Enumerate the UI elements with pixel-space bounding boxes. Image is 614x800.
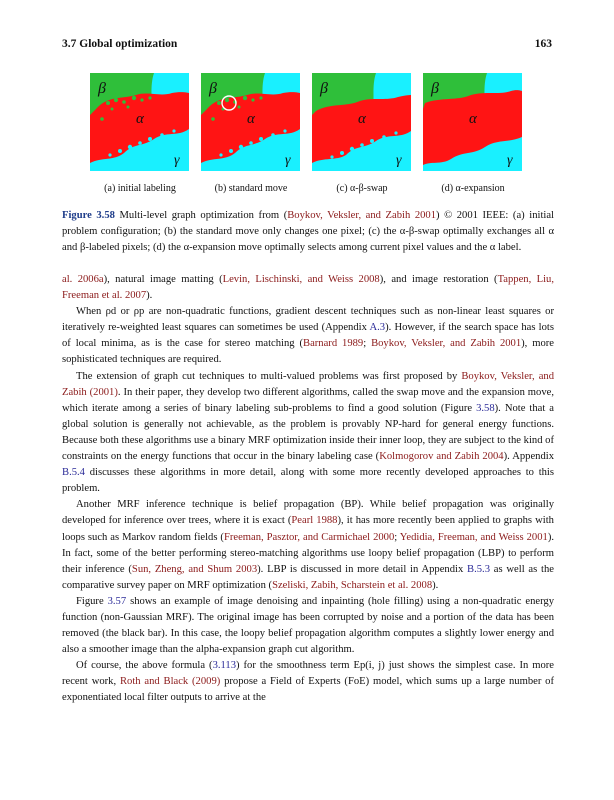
gamma-label: γ <box>396 153 402 168</box>
page-number: 163 <box>534 38 552 50</box>
beta-label: β <box>209 80 217 97</box>
text-run: ). Appendix <box>503 451 554 463</box>
citation-link[interactable]: Yedidia, Freeman, and Weiss 2001 <box>399 531 548 543</box>
labeling-image-a <box>90 73 189 171</box>
appendix-link[interactable]: B.5.3 <box>467 563 491 575</box>
gamma-label: γ <box>285 153 291 168</box>
caption-text: ) © 2001 IEEE: (a) initial problem configuration; (b) the standard move only changes one pixel; (c) the α-β-swap optimally exchanges all α and β-labeled pixels; (d) the α-expansion move optimally selects among current pixel values and the α label. <box>62 210 554 253</box>
gamma-label: γ <box>174 153 180 168</box>
text-run: Figure <box>76 595 108 607</box>
paragraph-6 <box>62 658 554 706</box>
text-run: ; <box>363 338 372 350</box>
appendix-link[interactable]: B.5.4 <box>62 467 85 479</box>
text-run: as well as the comparative survey paper on MRF optimization ( <box>62 563 554 591</box>
alpha-label: α <box>247 111 255 127</box>
text-run: ). Note that a global solution is generally not achievable, as the problem is provably NP-hard for general energy functions. Because both these algorithms use a binary MRF optimization inside their inner loop, they are subject to the kind of constraints on the energy functions that occur in the binary labeling case ( <box>62 402 554 463</box>
alpha-label: α <box>358 111 366 127</box>
subcaption-a: (a) initial labeling <box>104 183 176 194</box>
subcaption-b: (b) standard move <box>214 183 288 194</box>
text-run: When ρd or ρp are non-quadratic functions, gradient descent techniques such as non-linear least squares or iteratively re-weighted least squares can sometimes be used (Appendix <box>62 306 554 334</box>
alpha-label: α <box>469 111 477 127</box>
beta-label: β <box>98 80 106 97</box>
panel-alpha-beta-swap <box>312 73 411 171</box>
section-title: 3.7 Global optimization <box>62 38 178 50</box>
figure-link[interactable]: 3.58 <box>476 402 495 414</box>
figure-caption <box>62 208 554 256</box>
text-run: ). In fact, some of the better performing stereo-matching algorithms use loopy belief propagation (LBP) to perform their inference ( <box>62 531 554 575</box>
text-run: Another MRF inference technique is belief propagation (BP). While belief propagation was originally developed for inference over trees, where it is exact ( <box>62 499 554 527</box>
citation-link[interactable]: Sun, Zheng, and Shum 2003 <box>131 563 258 575</box>
text-run: ), natural image matting ( <box>103 274 223 285</box>
text-run: . In their paper, they develop two different algorithms, called the swap move and the expansion move, which iterate among a series of binary labeling sub-problems to find a good solution (Figure <box>62 386 554 414</box>
citation-link[interactable]: Kolmogorov and Zabih 2004 <box>379 451 504 463</box>
citation-link[interactable]: Boykov, Veksler, and Zabih 2001 <box>287 210 437 221</box>
text-run: propose a Field of Experts (FoE) model, which sums up a large number of exponentiated local filter outputs to arrive at the <box>62 676 554 704</box>
panel-initial-labeling <box>90 73 189 171</box>
text-run: ), and image restoration ( <box>379 274 498 285</box>
panel-standard-move <box>201 73 300 171</box>
text-run: ). LBP is discussed in more detail in Appendix <box>257 563 468 575</box>
text-run: shows an example of image denoising and inpainting (hole filling) using a non-quadratic energy function (non-Gaussian MRF). The original image has been corrupted by noise and a portion of the data has been removed (the black bar). In this case, the loopy belief propagation algorithm computes a slightly lower energy and also a smoother image than the alpha-expansion graph cut algorithm. <box>62 595 554 656</box>
figure-link[interactable]: 3.57 <box>107 595 127 607</box>
text-run: discusses these algorithms in more detail, along with some more recently developed approaches to this problem. <box>62 467 554 495</box>
citation-link[interactable]: Freeman, Pasztor, and Carmichael 2000 <box>223 531 395 543</box>
text-run: ), it has more recently been applied to graphs with loops such as Markov random fields ( <box>62 515 554 543</box>
citation-link[interactable]: Szeliski, Zabih, Scharstein et al. 2008 <box>272 579 433 591</box>
text-run: ), more sophisticated techniques are required. <box>62 338 554 366</box>
beta-label: β <box>431 80 439 97</box>
text-run: ). <box>432 579 439 591</box>
gamma-label: γ <box>507 153 513 168</box>
subcaption-d: (d) α-expansion <box>441 183 505 194</box>
citation-link[interactable]: Pearl 1988 <box>291 515 338 527</box>
caption-text: Multi-level graph optimization from ( <box>114 210 288 221</box>
running-header <box>62 38 552 54</box>
citation-link[interactable]: Boykov, Veksler, and Zabih 2001 <box>371 338 522 350</box>
panel-alpha-expansion <box>423 73 522 171</box>
citation-link[interactable]: al. 2006a <box>62 274 104 285</box>
appendix-link[interactable]: A.3 <box>369 322 386 334</box>
beta-label: β <box>320 80 328 97</box>
citation-link[interactable]: Boykov, Veksler, and Zabih (2001) <box>62 370 554 398</box>
labeling-image-d <box>423 73 522 171</box>
paragraph-5 <box>62 594 554 658</box>
alpha-label: α <box>136 111 144 127</box>
citation-link[interactable]: Levin, Lischinski, and Weiss 2008 <box>222 274 380 285</box>
body-text <box>62 272 554 707</box>
text-run: ). <box>146 290 153 302</box>
text-run: ) for the smoothness term Ep(i, j) just shows the simplest case. In more recent work, <box>62 660 554 688</box>
text-run: Of course, the above formula ( <box>76 660 213 672</box>
paragraph-3 <box>62 369 554 498</box>
subcaptions <box>90 183 522 197</box>
citation-link[interactable]: Tappen, Liu, Freeman et al. 2007 <box>62 274 555 302</box>
citation-link[interactable]: Roth and Black (2009) <box>119 676 221 688</box>
equation-link[interactable]: 3.113 <box>212 660 237 672</box>
paragraph-4 <box>62 497 554 594</box>
labeling-image-c <box>312 73 411 171</box>
figure-panels <box>90 73 522 171</box>
text-run: ). However, if the search space has lots of local minima, as is the case for stereo matching ( <box>62 322 554 350</box>
text-run: The extension of graph cut techniques to multi-valued problems was first proposed by <box>76 370 462 382</box>
labeling-image-b <box>201 73 300 171</box>
figure-label: Figure 3.58 <box>62 210 115 221</box>
text-run: ; <box>394 531 400 543</box>
citation-link[interactable]: Barnard 1989 <box>303 338 364 350</box>
paragraph-1 <box>62 272 554 304</box>
paragraph-2 <box>62 304 554 368</box>
subcaption-c: (c) α-β-swap <box>336 183 388 194</box>
